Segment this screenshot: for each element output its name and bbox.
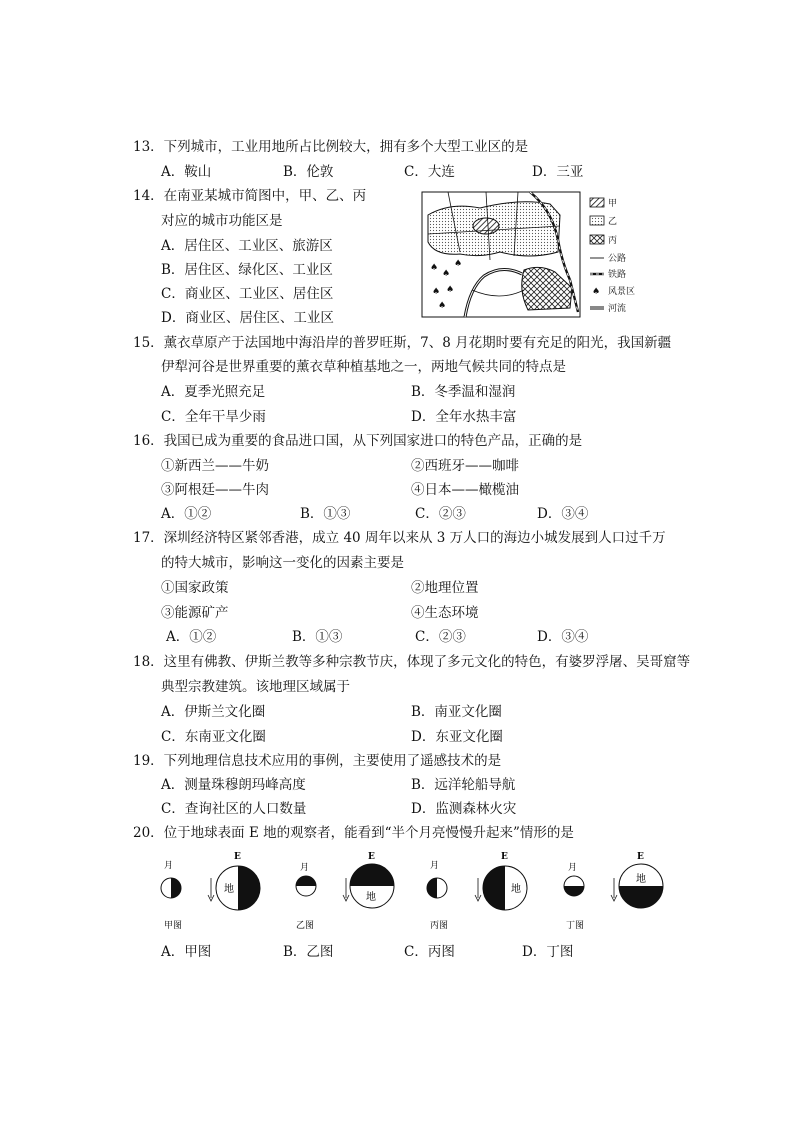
q17-stem-line2: 的特大城市，影响这一变化的因素主要是 bbox=[161, 555, 404, 571]
q14-option-b: B．居住区、绿化区、工业区 bbox=[161, 262, 333, 278]
legend-scenic-icon: ♠ bbox=[592, 287, 601, 297]
q19-stem: 19．下列地理信息技术应用的事例，主要使用了遥感技术的是 bbox=[133, 753, 502, 769]
svg-text:♠: ♠ bbox=[454, 259, 463, 269]
q19-option-d: D．监测森林火灾 bbox=[411, 801, 517, 817]
q17-option-c: C．②③ bbox=[415, 629, 466, 645]
caption-yi: 乙图 bbox=[296, 921, 315, 931]
q16-item-1: ①新西兰——牛奶 bbox=[161, 458, 269, 474]
q18-option-c: C．东南亚文化圈 bbox=[161, 729, 266, 745]
figure-yi bbox=[296, 852, 394, 931]
svg-text:♠: ♠ bbox=[442, 269, 451, 279]
q13-option-b: B．伦敦 bbox=[283, 164, 334, 180]
q13-option-d: D．三亚 bbox=[532, 164, 584, 180]
jia-earth-label: 地 bbox=[224, 884, 234, 895]
q16-item-4: ④日本——橄榄油 bbox=[411, 482, 519, 498]
q17-option-a: A．①② bbox=[166, 629, 217, 645]
q20-option-c: C．丙图 bbox=[404, 944, 455, 960]
q16-option-c: C．②③ bbox=[415, 506, 466, 522]
q16-item-3: ③阿根廷——牛肉 bbox=[161, 482, 269, 498]
q14-stem-line2: 对应的城市功能区是 bbox=[161, 213, 283, 229]
q13-option-c: C．大连 bbox=[404, 164, 455, 180]
q17-item-4: ④生态环境 bbox=[411, 605, 479, 621]
q18-stem-line1: 18．这里有佛教、伊斯兰教等多种宗教节庆，体现了多元文化的特色，有婆罗浮屠、吴哥窟等 bbox=[133, 654, 691, 670]
q18-option-b: B．南亚文化圈 bbox=[411, 704, 502, 720]
caption-jia: 甲图 bbox=[164, 921, 183, 931]
q18-stem-line2: 典型宗教建筑。该地理区域属于 bbox=[161, 679, 350, 695]
q17-item-3: ③能源矿产 bbox=[161, 605, 229, 621]
bing-moon-label: 月 bbox=[430, 861, 440, 871]
q20-option-d: D．丁图 bbox=[522, 944, 574, 960]
q19-option-b: B．远洋轮船导航 bbox=[411, 777, 516, 793]
figure-bing bbox=[427, 852, 527, 931]
svg-text:♠: ♠ bbox=[432, 287, 441, 297]
q16-option-b: B．①③ bbox=[300, 506, 351, 522]
legend-road: 公路 bbox=[608, 254, 627, 264]
q17-item-1: ①国家政策 bbox=[161, 580, 229, 596]
caption-ding: 丁图 bbox=[566, 921, 585, 931]
legend-jia: 甲 bbox=[608, 199, 618, 209]
caption-bing: 丙图 bbox=[430, 921, 449, 931]
q15-stem-line1: 15．薰衣草原产于法国地中海沿岸的普罗旺斯，7、8 月花期时要有充足的阳光，我国新疆 bbox=[133, 335, 672, 351]
moon-figures bbox=[150, 848, 680, 938]
svg-text:♠: ♠ bbox=[430, 263, 439, 273]
q15-option-a: A．夏季光照充足 bbox=[161, 384, 266, 400]
legend-river: 河流 bbox=[608, 304, 627, 314]
q17-option-d: D．③④ bbox=[537, 629, 589, 645]
legend-swatch-yi bbox=[590, 216, 604, 225]
figure-jia bbox=[161, 852, 260, 931]
yi-earth-label: 地 bbox=[366, 892, 376, 903]
q17-option-b: B．①③ bbox=[292, 629, 343, 645]
q14-stem-line1: 14．在南亚某城市简图中，甲、乙、丙 bbox=[133, 188, 367, 204]
ding-moon-label: 月 bbox=[568, 863, 578, 873]
map-legend bbox=[590, 198, 635, 314]
jia-moon-label: 月 bbox=[164, 861, 174, 871]
q15-option-d: D．全年水热丰富 bbox=[411, 409, 517, 425]
q14-option-a: A．居住区、工业区、旅游区 bbox=[161, 238, 333, 254]
q20-option-a: A．甲图 bbox=[161, 944, 212, 960]
q16-option-a: A．①② bbox=[161, 506, 212, 522]
q19-option-a: A．测量珠穆朗玛峰高度 bbox=[161, 777, 306, 793]
q15-option-b: B．冬季温和湿润 bbox=[411, 384, 516, 400]
legend-swatch-bing bbox=[590, 235, 604, 244]
svg-text:♠: ♠ bbox=[446, 285, 455, 295]
q18-option-a: A．伊斯兰文化圈 bbox=[161, 704, 266, 720]
q18-option-d: D．东亚文化圈 bbox=[411, 729, 503, 745]
q17-item-2: ②地理位置 bbox=[411, 580, 479, 596]
bing-earth-label: 地 bbox=[511, 884, 521, 895]
svg-text:♠: ♠ bbox=[438, 301, 447, 311]
q15-option-c: C．全年干旱少雨 bbox=[161, 409, 266, 425]
legend-swatch-jia bbox=[590, 198, 604, 207]
yi-moon-label: 月 bbox=[300, 863, 310, 873]
q17-stem-line1: 17．深圳经济特区紧邻香港，成立 40 周年以来从 3 万人口的海边小城发展到人口过千万 bbox=[133, 530, 666, 546]
ding-e-label: E bbox=[637, 852, 644, 862]
q14-option-d: D．商业区、居住区、工业区 bbox=[161, 310, 334, 326]
q16-item-2: ②西班牙——咖啡 bbox=[411, 458, 519, 474]
legend-bing: 丙 bbox=[608, 236, 618, 246]
zone-jia bbox=[473, 218, 499, 234]
ding-earth-label: 地 bbox=[636, 874, 646, 885]
bing-e-label: E bbox=[501, 852, 508, 862]
legend-yi: 乙 bbox=[608, 217, 618, 227]
yi-e-label: E bbox=[368, 852, 375, 862]
q14-option-c: C．商业区、工业区、居住区 bbox=[161, 286, 334, 302]
jia-e-label: E bbox=[234, 852, 241, 862]
q13-stem: 13．下列城市，工业用地所占比例较大，拥有多个大型工业区的是 bbox=[133, 139, 529, 155]
q20-option-b: B．乙图 bbox=[283, 944, 334, 960]
legend-scenic: 风景区 bbox=[608, 287, 636, 297]
city-map bbox=[420, 190, 670, 320]
figure-ding bbox=[564, 852, 663, 931]
legend-railway: 铁路 bbox=[608, 270, 627, 280]
q16-option-d: D．③④ bbox=[537, 506, 589, 522]
q15-stem-line2: 伊犁河谷是世界重要的薰衣草种植基地之一，两地气候共同的特点是 bbox=[161, 359, 566, 375]
q13-option-a: A．鞍山 bbox=[161, 164, 212, 180]
q20-stem: 20．位于地球表面 E 地的观察者，能看到“半个月亮慢慢升起来”情形的是 bbox=[133, 825, 574, 841]
q19-option-c: C．查询社区的人口数量 bbox=[161, 801, 307, 817]
q16-stem: 16．我国已成为重要的食品进口国，从下列国家进口的特色产品，正确的是 bbox=[133, 433, 583, 449]
